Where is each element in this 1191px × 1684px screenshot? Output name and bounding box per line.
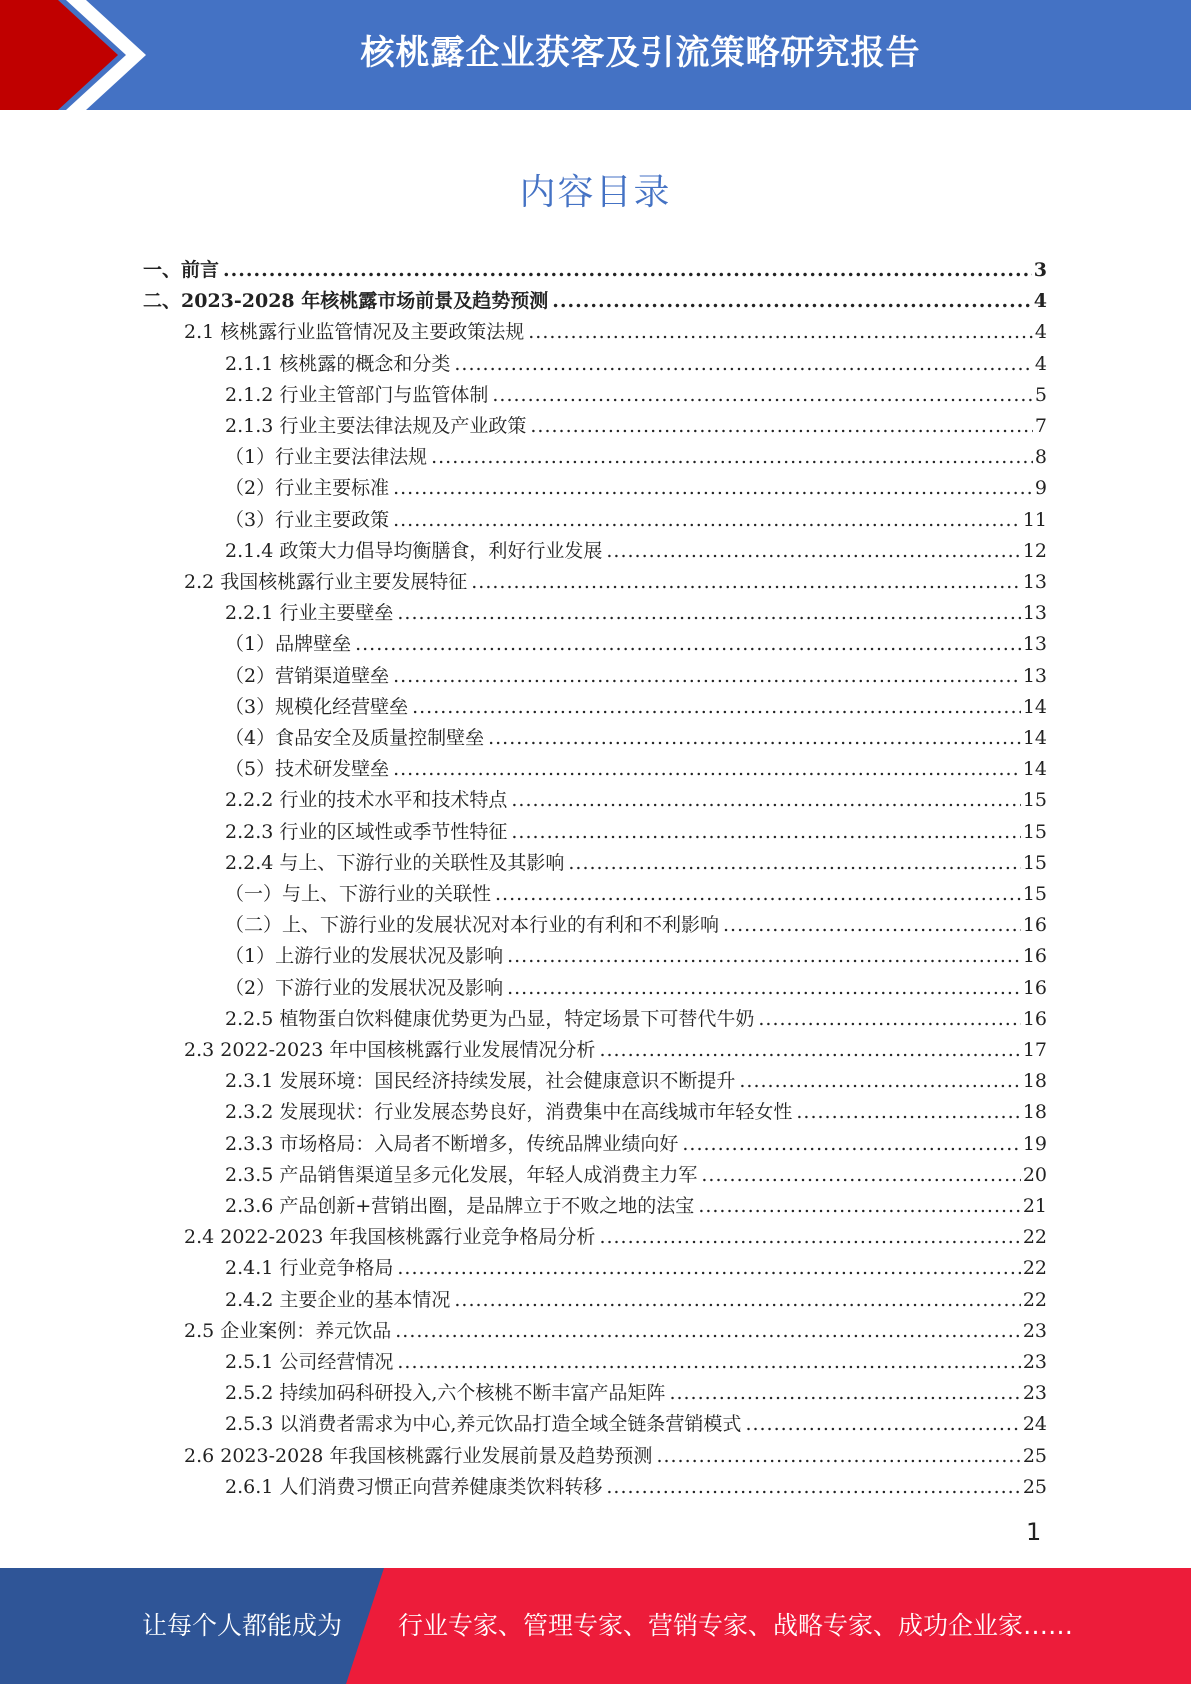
toc-entry-page: 23	[1022, 1382, 1047, 1405]
toc-entry[interactable]	[0, 1347, 1191, 1378]
toc-leader-dots	[355, 629, 1021, 660]
footer-banner	[0, 1568, 1191, 1684]
toc-entry-page: 13	[1022, 602, 1047, 625]
toc-entry[interactable]	[0, 1035, 1191, 1066]
toc-entry-label: 2.4.1 行业竞争格局	[225, 1257, 394, 1280]
toc-entry-label: 2.4.2 主要企业的基本情况	[225, 1288, 451, 1311]
toc-leader-dots	[606, 536, 1020, 567]
toc-entry[interactable]	[0, 879, 1191, 910]
toc-entry[interactable]	[0, 1285, 1191, 1316]
toc-leader-dots	[454, 1285, 1020, 1316]
toc-entry-label: 2.2.2 行业的技术水平和技术特点	[225, 789, 508, 812]
toc-entry-page: 18	[1022, 1101, 1047, 1124]
toc-entry-page: 19	[1022, 1132, 1047, 1155]
toc-entry[interactable]	[0, 473, 1191, 504]
toc-entry[interactable]	[0, 1316, 1191, 1347]
toc-entry-label: 2.1.4 政策大力倡导均衡膳食，利好行业发展	[225, 539, 603, 562]
toc-entry[interactable]	[0, 629, 1191, 660]
toc-entry[interactable]	[0, 567, 1191, 598]
toc-leader-dots	[511, 817, 1020, 848]
toc-entry[interactable]	[0, 1004, 1191, 1035]
toc-entry[interactable]	[0, 910, 1191, 941]
toc-leader-dots	[397, 1347, 1020, 1378]
toc-entry-label: 2.6.1 人们消费习惯正向营养健康类饮料转移	[225, 1475, 603, 1498]
toc-entry[interactable]	[0, 598, 1191, 629]
toc-entry-label: （3）行业主要政策	[225, 508, 390, 531]
toc-leader-dots	[507, 973, 1021, 1004]
toc-entry-label: 2.6 2023-2028 年我国核桃露行业发展前景及趋势预测	[184, 1444, 653, 1467]
toc-leader-dots	[530, 411, 1033, 442]
toc-leader-dots	[511, 785, 1020, 816]
toc-entry[interactable]	[0, 1160, 1191, 1191]
toc-entry-label: （2）下游行业的发展状况及影响	[225, 976, 504, 999]
toc-entry-page: 17	[1022, 1039, 1047, 1061]
toc-entry[interactable]	[0, 817, 1191, 848]
toc-entry[interactable]	[0, 286, 1191, 317]
toc-leader-dots	[568, 848, 1020, 879]
toc-entry[interactable]	[0, 661, 1191, 692]
toc-entry-label: （二）上、下游行业的发展状况对本行业的有利和不利影响	[225, 914, 720, 937]
toc-entry-label: 2.2.4 与上、下游行业的关联性及其影响	[225, 851, 565, 874]
toc-entry-page: 4	[1033, 290, 1047, 313]
toc-leader-dots	[606, 1472, 1020, 1503]
toc-leader-dots	[745, 1409, 1020, 1440]
toc-entry-page: 25	[1022, 1475, 1047, 1498]
toc-leader-dots	[698, 1191, 1021, 1222]
toc-leader-dots	[397, 1253, 1020, 1284]
toc-entry-label: （4）食品安全及质量控制壁垒	[225, 727, 485, 749]
toc-entry-page: 22	[1022, 1257, 1047, 1280]
toc-entry[interactable]	[0, 411, 1191, 442]
toc-leader-dots	[393, 754, 1021, 785]
toc-entry-page: 16	[1022, 976, 1047, 999]
toc-leader-dots	[431, 442, 1033, 473]
toc-entry[interactable]	[0, 848, 1191, 879]
toc-entry[interactable]	[0, 255, 1191, 286]
toc-entry-label: （3）规模化经营壁垒	[225, 695, 409, 718]
toc-leader-dots	[397, 598, 1020, 629]
report-title: 核桃露企业获客及引流策略研究报告	[360, 33, 921, 73]
toc-entry-label: 2.2 我国核桃露行业主要发展特征	[184, 571, 468, 593]
toc-entry-page: 15	[1022, 820, 1047, 843]
toc-entry-page: 5	[1034, 383, 1047, 406]
toc-entry-label: 2.2.5 植物蛋白饮料健康优势更为凸显，特定场景下可替代牛奶	[225, 1007, 755, 1030]
toc-entry[interactable]	[0, 1472, 1191, 1503]
toc-entry[interactable]	[0, 723, 1191, 754]
toc-leader-dots	[739, 1066, 1020, 1097]
toc-leader-dots	[495, 879, 1021, 910]
toc-entry-page: 22	[1022, 1288, 1047, 1311]
toc-entry-page: 22	[1022, 1226, 1047, 1249]
toc-entry-page: 9	[1034, 477, 1047, 500]
toc-entry-label: 一、前言	[143, 259, 220, 281]
toc-entry[interactable]	[0, 380, 1191, 411]
toc-entry-page: 25	[1022, 1444, 1047, 1467]
toc-leader-dots	[492, 380, 1033, 411]
header-banner	[0, 0, 1191, 110]
toc-entry-page: 24	[1022, 1413, 1047, 1436]
toc-entry[interactable]	[0, 349, 1191, 380]
toc-entry[interactable]	[0, 536, 1191, 567]
toc-entry-label: 2.5.3 以消费者需求为中心,养元饮品打造全域全链条营销模式	[225, 1413, 742, 1436]
toc-entry[interactable]	[0, 1441, 1191, 1472]
toc-entry-label: 2.3.6 产品创新+营销出圈，是品牌立于不败之地的法宝	[225, 1195, 695, 1217]
toc-entry-page: 14	[1022, 727, 1047, 749]
toc-leader-dots	[599, 1035, 1020, 1066]
footer-slogan-right: 行业专家、管理专家、营销专家、战略专家、成功企业家……	[398, 1611, 1074, 1640]
toc-entry-page: 4	[1034, 321, 1047, 344]
toc-entry-label: （一）与上、下游行业的关联性	[225, 883, 492, 905]
toc-entry-page: 7	[1034, 415, 1047, 437]
toc-entry-page: 14	[1022, 695, 1047, 718]
toc-entry-page: 13	[1022, 664, 1047, 687]
toc-leader-dots	[599, 1222, 1020, 1253]
toc-entry-label: （5）技术研发壁垒	[225, 758, 390, 781]
toc-entry-page: 21	[1022, 1195, 1047, 1217]
toc-leader-dots	[412, 692, 1021, 723]
toc-leader-dots	[454, 349, 1033, 380]
toc-leader-dots	[395, 1316, 1021, 1347]
toc-leader-dots	[507, 941, 1021, 972]
toc-entry[interactable]	[0, 1066, 1191, 1097]
toc-entry-page: 15	[1022, 851, 1047, 874]
toc-title: 内容目录	[519, 172, 672, 213]
toc-entry-label: 2.1.1 核桃露的概念和分类	[225, 352, 451, 375]
toc-leader-dots	[393, 505, 1021, 536]
toc-entry-label: 2.1.2 行业主管部门与监管体制	[225, 383, 489, 406]
toc-leader-dots	[393, 473, 1033, 504]
toc-entry-label: 2.1 核桃露行业监管情况及主要政策法规	[184, 321, 525, 344]
toc-leader-dots	[723, 910, 1021, 941]
toc-leader-dots	[471, 567, 1021, 598]
toc-entry-page: 16	[1022, 914, 1047, 937]
toc-leader-dots	[552, 286, 1032, 317]
toc-entry[interactable]	[0, 1191, 1191, 1222]
toc-entry-label: 2.3.3 市场格局：入局者不断增多，传统品牌业绩向好	[225, 1132, 679, 1155]
toc-entry-label: （1）行业主要法律法规	[225, 446, 428, 469]
toc-entry-label: 2.3 2022-2023 年中国核桃露行业发展情况分析	[184, 1039, 596, 1061]
toc-entry-page: 23	[1022, 1319, 1047, 1342]
toc-entry-page: 3	[1033, 259, 1047, 281]
toc-entry[interactable]	[0, 1378, 1191, 1409]
toc-leader-dots	[758, 1004, 1020, 1035]
toc-entry-page: 13	[1022, 571, 1047, 593]
toc-leader-dots	[393, 661, 1021, 692]
toc-entry[interactable]	[0, 505, 1191, 536]
toc-entry-label: 2.3.1 发展环境：国民经济持续发展，社会健康意识不断提升	[225, 1070, 736, 1093]
toc-entry[interactable]	[0, 317, 1191, 348]
toc-entry[interactable]	[0, 754, 1191, 785]
toc-entry-label: 2.2.3 行业的区域性或季节性特征	[225, 820, 508, 843]
toc-entry[interactable]	[0, 1409, 1191, 1440]
toc-entry[interactable]	[0, 1253, 1191, 1284]
toc-leader-dots	[656, 1441, 1020, 1472]
toc-entry-page: 13	[1022, 633, 1047, 656]
toc-entry[interactable]	[0, 1129, 1191, 1160]
toc-entry-page: 11	[1022, 508, 1047, 531]
toc-entry[interactable]	[0, 1222, 1191, 1253]
toc-entry-label: （2）行业主要标准	[225, 477, 390, 500]
toc-leader-dots	[488, 723, 1021, 754]
toc-entry-label: （1）上游行业的发展状况及影响	[225, 945, 504, 968]
toc-entry-label: 2.4 2022-2023 年我国核桃露行业竞争格局分析	[184, 1226, 596, 1249]
toc-entry-label: 2.3.5 产品销售渠道呈多元化发展，年轻人成消费主力军	[225, 1163, 698, 1186]
toc-entry-page: 15	[1022, 789, 1047, 812]
toc-leader-dots	[796, 1097, 1020, 1128]
toc-entry[interactable]	[0, 973, 1191, 1004]
toc-entry-label: 2.3.2 发展现状：行业发展态势良好，消费集中在高线城市年轻女性	[225, 1101, 793, 1124]
toc-entry-page: 14	[1022, 758, 1047, 781]
toc-entry-label: （1）品牌壁垒	[225, 633, 352, 656]
toc-entry-label: 2.5 企业案例：养元饮品	[184, 1319, 392, 1342]
toc-entry-page: 23	[1022, 1351, 1047, 1373]
toc-entry-label: 2.1.3 行业主要法律法规及产业政策	[225, 415, 527, 437]
toc-entry[interactable]	[0, 785, 1191, 816]
toc-leader-dots	[669, 1378, 1020, 1409]
toc-entry-page: 16	[1022, 945, 1047, 968]
toc-leader-dots	[682, 1129, 1020, 1160]
toc-entry-label: 2.5.1 公司经营情况	[225, 1351, 394, 1373]
toc-entry-label: 2.5.2 持续加码科研投入,六个核桃不断丰富产品矩阵	[225, 1382, 666, 1405]
footer-slogan-left: 让每个人都能成为	[142, 1611, 343, 1640]
toc-entry-page: 16	[1022, 1007, 1047, 1030]
toc-leader-dots	[701, 1160, 1020, 1191]
toc-entry-page: 20	[1022, 1163, 1047, 1186]
toc-entry-page: 18	[1022, 1070, 1047, 1093]
toc-entry[interactable]	[0, 1097, 1191, 1128]
toc-entry[interactable]	[0, 941, 1191, 972]
toc-entry-page: 15	[1022, 883, 1047, 905]
toc-entry-label: （2）营销渠道壁垒	[225, 664, 390, 687]
toc-entry[interactable]	[0, 692, 1191, 723]
toc-leader-dots	[223, 255, 1032, 286]
toc-entry-label: 二、2023-2028 年核桃露市场前景及趋势预测	[143, 290, 549, 313]
toc-entry-page: 4	[1034, 352, 1047, 375]
page-number: 1	[1026, 1518, 1042, 1546]
toc-entry-label: 2.2.1 行业主要壁垒	[225, 602, 394, 625]
toc-leader-dots	[528, 317, 1033, 348]
toc-entry[interactable]	[0, 442, 1191, 473]
toc-entry-page: 8	[1034, 446, 1047, 469]
toc-entry-page: 12	[1022, 539, 1047, 562]
